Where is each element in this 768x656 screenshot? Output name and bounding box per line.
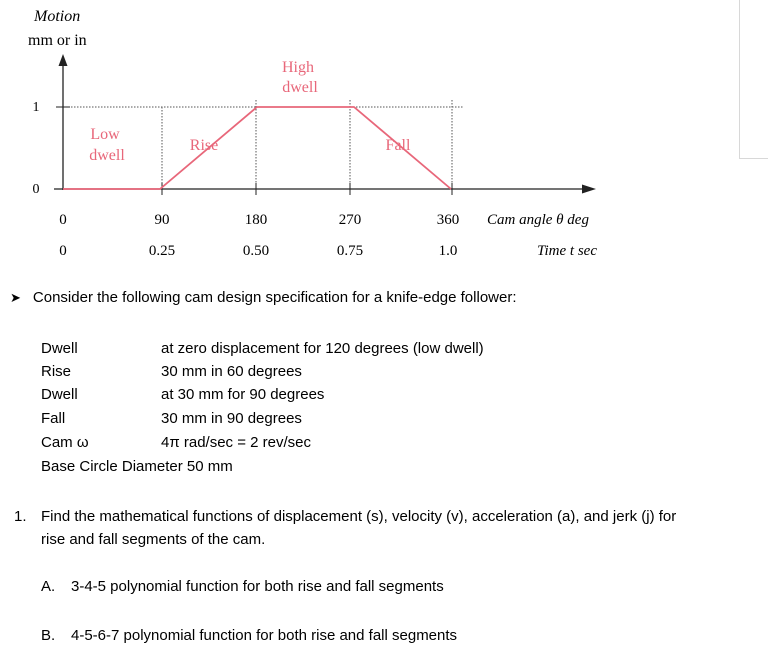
option-a-text: 3-4-5 polynomial function for both rise and fall segments [71, 578, 444, 595]
side-panel-frame [739, 0, 768, 159]
intro-bullet [10, 289, 517, 306]
y-tick-1: 1 [32, 100, 40, 115]
spec-label: Fall [41, 410, 66, 427]
intro-text: Consider the following cam design specification for a knife-edge follower: [32, 289, 517, 306]
x-axis-label-angle: Cam angle θ deg [487, 212, 589, 228]
x-tick-time-0.75: 0.75 [336, 243, 364, 259]
option-b-text: 4-5-6-7 polynomial function for both rise and fall segments [71, 627, 458, 644]
spec-value: at 30 mm for 90 degrees [161, 386, 325, 403]
option-a-letter: A. [41, 578, 56, 595]
motion-chart [0, 0, 640, 270]
x-axis-label-time: Time t sec [537, 243, 597, 259]
segment-label-rise: Rise [189, 137, 219, 154]
y-tick-0: 0 [32, 182, 40, 197]
spec-label: Rise [41, 363, 72, 380]
x-tick-time-1.0: 1.0 [438, 243, 458, 259]
spec-label: Cam ω [41, 434, 89, 451]
segment-label-low-dwell-line2: dwell [89, 147, 125, 164]
segment-label-high-dwell-line1: High [282, 59, 314, 76]
question-line-2: rise and fall segments of the cam. [41, 531, 266, 548]
spec-label: Dwell [41, 386, 78, 403]
segment-label-high-dwell [282, 59, 318, 96]
option-b-letter: B. [41, 627, 56, 644]
spec-label: Dwell [41, 340, 78, 357]
question-line-1: Find the mathematical functions of displacement (s), velocity (v), acceleration (a), and jerk (j) for [41, 508, 677, 525]
arrow-bullet-icon: ➤ [10, 290, 21, 305]
base-circle-text: Base Circle Diameter 50 mm [41, 458, 233, 475]
question-number: 1. [14, 508, 27, 525]
y-axis-units: mm or in [28, 32, 87, 49]
segment-label-low-dwell [89, 126, 125, 164]
x-tick-time-0.50: 0.50 [242, 243, 270, 259]
spec-value: 30 mm in 90 degrees [161, 410, 302, 427]
x-tick-angle-180: 180 [244, 212, 268, 228]
segment-label-fall: Fall [385, 137, 411, 154]
y-axis-arrow-icon [59, 54, 68, 66]
segment-label-low-dwell-line1: Low [90, 126, 120, 143]
x-tick-time-0: 0 [59, 243, 67, 259]
x-tick-angle-270: 270 [338, 212, 362, 228]
x-tick-angle-0: 0 [59, 212, 67, 228]
spec-value: 30 mm in 60 degrees [161, 363, 302, 380]
x-tick-angle-90: 90 [154, 212, 170, 228]
x-tick-time-0.25: 0.25 [148, 243, 176, 259]
y-axis-title: Motion [34, 8, 81, 25]
x-axis-arrow-icon [582, 185, 596, 194]
spec-value: 4π rad/sec = 2 rev/sec [161, 434, 311, 451]
segment-label-high-dwell-line2: dwell [282, 79, 318, 96]
spec-value: at zero displacement for 120 degrees (low dwell) [161, 340, 484, 357]
x-tick-angle-360: 360 [436, 212, 460, 228]
